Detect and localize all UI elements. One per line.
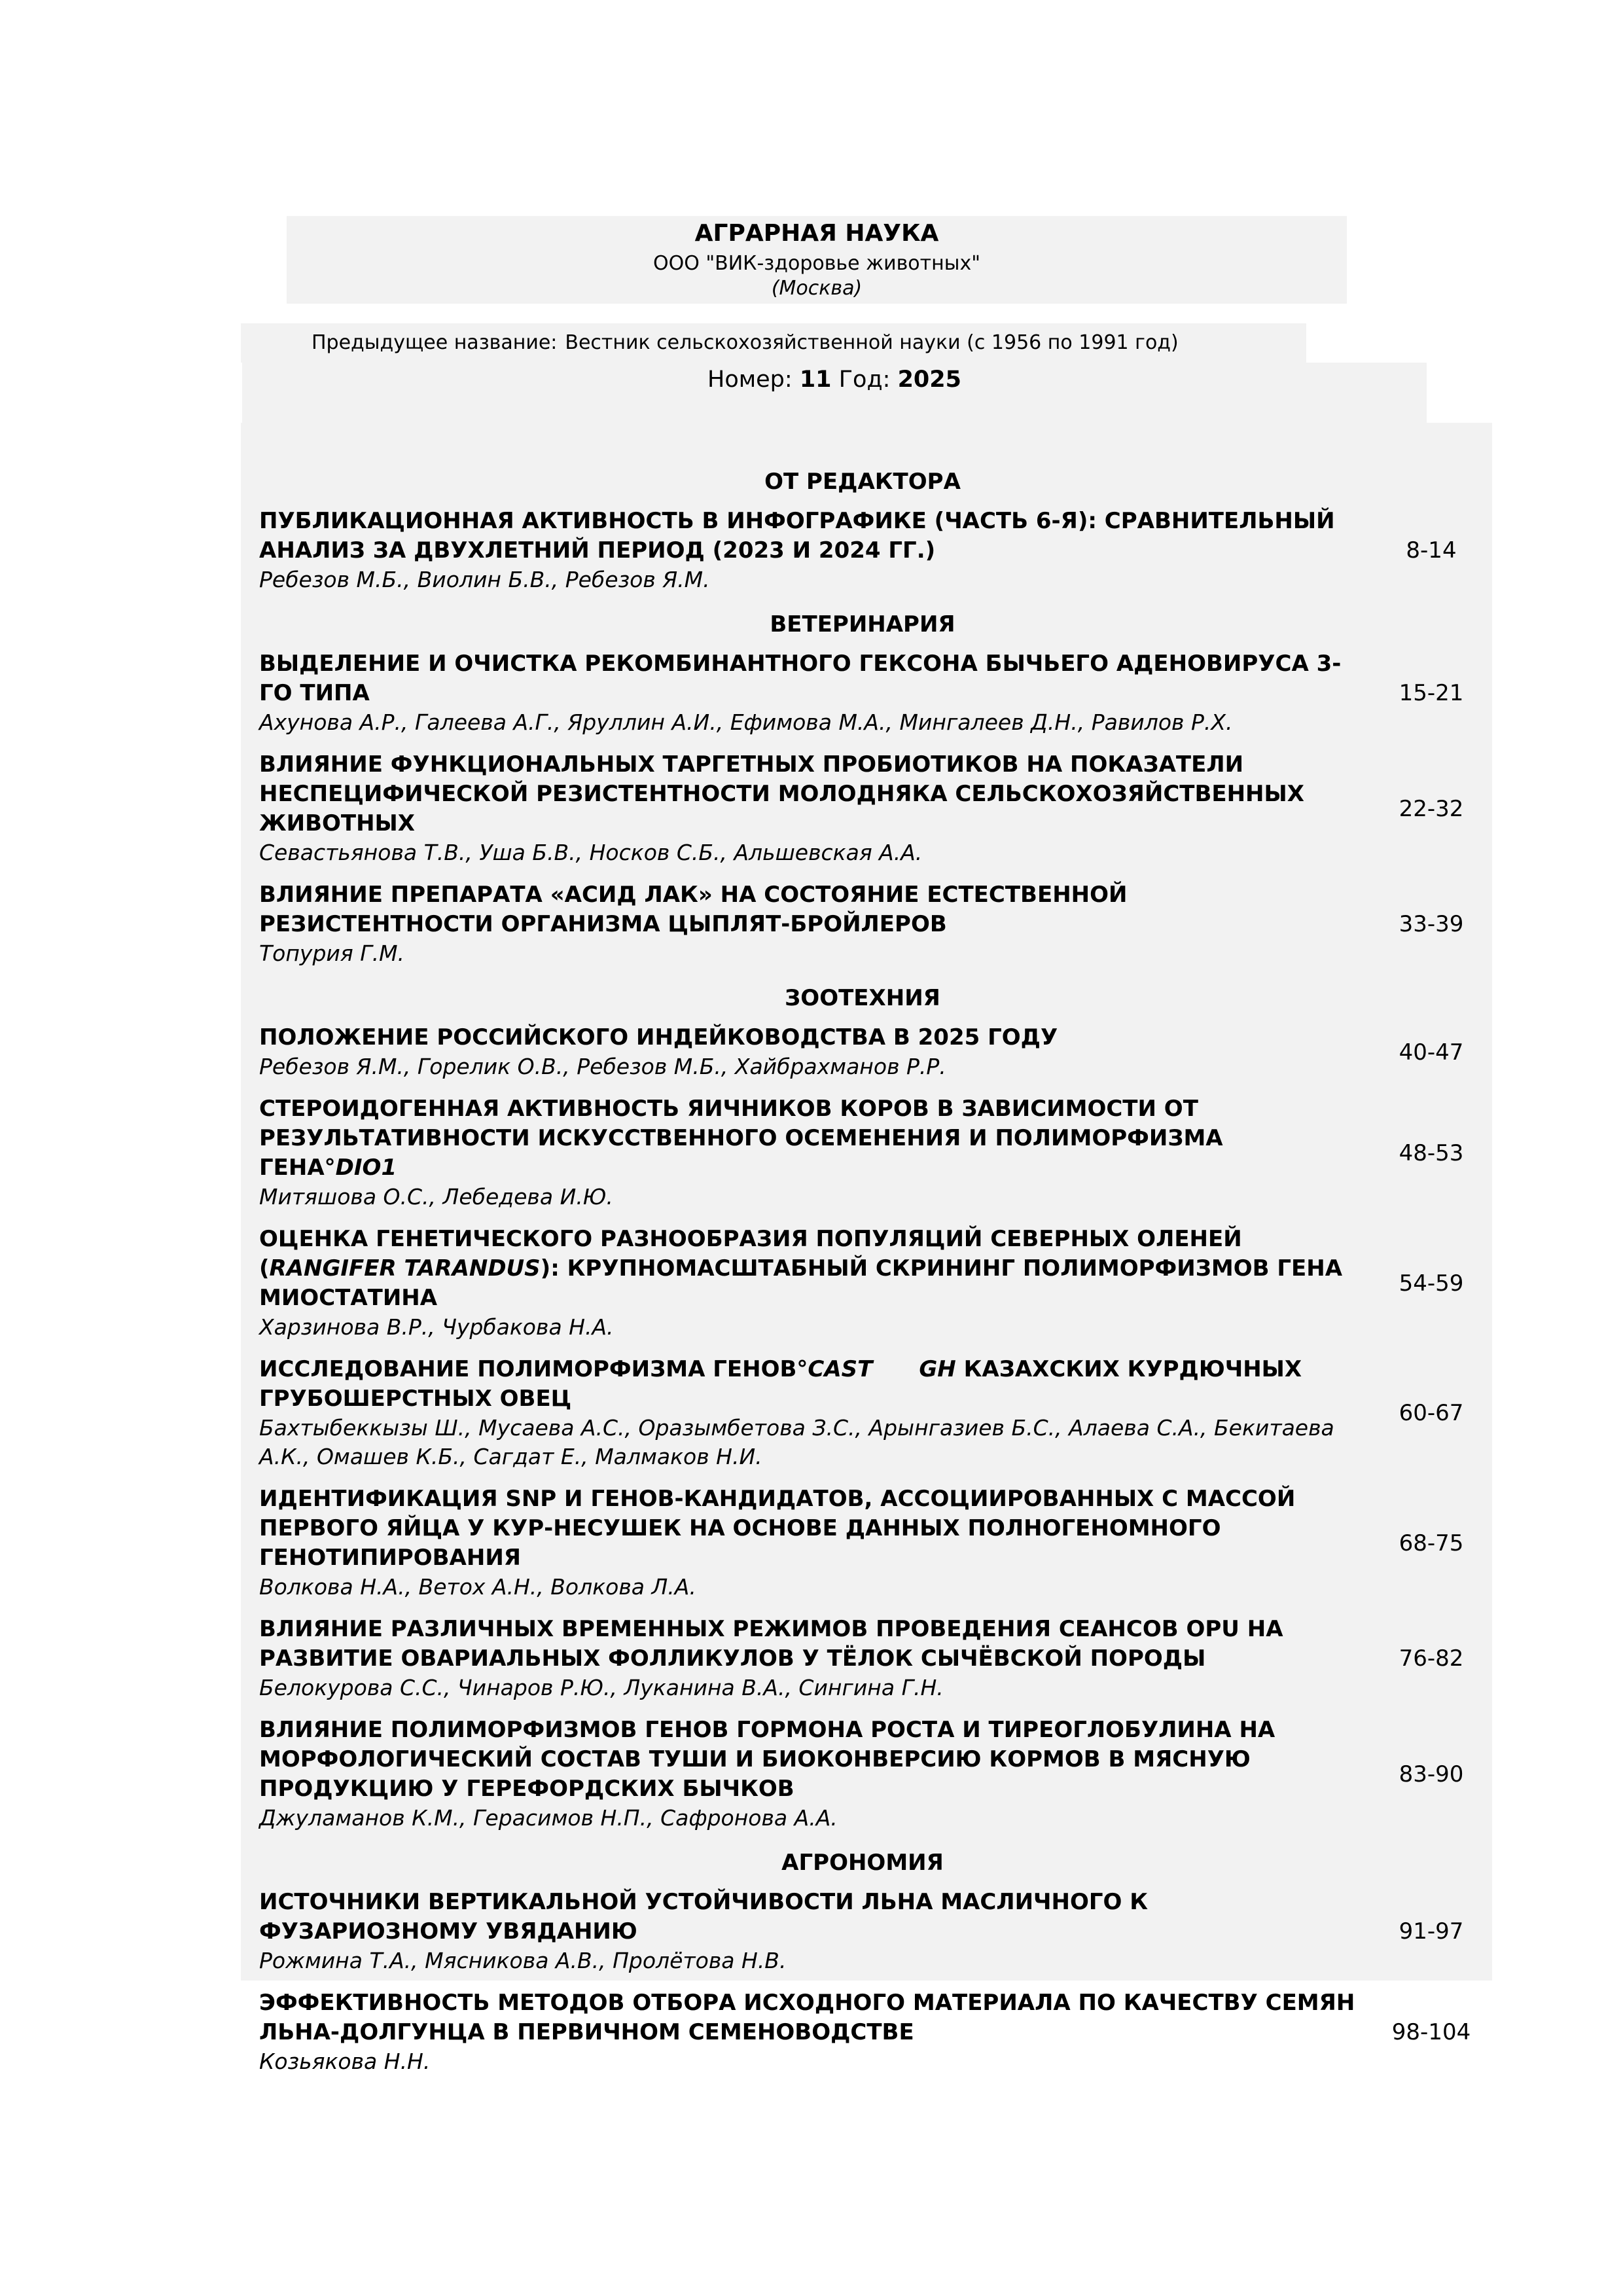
article-authors: Митяшова О.С., Лебедева И.Ю. (259, 1184, 613, 1210)
toc-entry-body (241, 1715, 1359, 1833)
article-title-italic: RANGIFER TARANDUS (269, 1255, 541, 1282)
article-title-italic: DIO1 (335, 1155, 397, 1181)
toc-entry (241, 1484, 1484, 1615)
toc-entry-body (241, 750, 1359, 867)
article-authors: Белокурова С.С., Чинаров Р.Ю., Луканина В.А., Сингина Г.Н. (259, 1675, 944, 1700)
toc-entry (241, 507, 1484, 607)
article-pages: 83-90 (1399, 1761, 1464, 1787)
article-pages: 40-47 (1399, 1039, 1464, 1066)
toc-entry-body (241, 1988, 1359, 2076)
article-pages: 48-53 (1399, 1139, 1464, 1166)
article-authors: Ребезов Я.М., Горелик О.В., Ребезов М.Б., Хайбрахманов Р.Р. (259, 1054, 946, 1079)
toc-entry-body (241, 1225, 1359, 1342)
article-title (259, 1225, 1359, 1313)
section-heading: ОТ РЕДАКТОРА (764, 469, 961, 495)
toc-entry (241, 1615, 1484, 1715)
toc-entry (241, 1225, 1484, 1355)
toc-entry-body (241, 1094, 1359, 1211)
issue-number: 11 (799, 367, 832, 393)
article-authors: Топурия Г.М. (259, 941, 405, 966)
article-authors: Ахунова А.Р., Галеева А.Г., Яруллин А.И., Ефимова М.А., Мингалеев Д.Н., Равилов Р.Х. (259, 709, 1233, 735)
article-title (259, 1355, 1359, 1414)
previous-name (312, 331, 1179, 354)
article-pages: 98-104 (1391, 2019, 1471, 2045)
article-title-part: КАЗАХСКИХ КУРДЮЧНЫХ ГРУБОШЕРСТНЫХ ОВЕЦ (259, 1356, 1302, 1412)
article-title-part: ИССЛЕДОВАНИЕ ПОЛИМОРФИЗМА ГЕНОВ° (259, 1356, 808, 1382)
previous-name-label: Предыдущее название: (312, 331, 558, 354)
article-pages: 68-75 (1399, 1530, 1464, 1556)
article-title: ВЛИЯНИЕ ФУНКЦИОНАЛЬНЫХ ТАРГЕТНЫХ ПРОБИОТИКОВ НА ПОКАЗАТЕЛИ НЕСПЕЦИФИЧЕСКОЙ РЕЗИСТЕНТНОСТИ МОЛОДНЯКА СЕЛЬСКОХОЗЯЙСТВЕННЫХ ЖИВОТНЫХ (259, 751, 1304, 836)
toc-entry (241, 649, 1484, 750)
toc-entry-body (241, 1484, 1359, 1602)
issue-line (242, 367, 1427, 393)
article-title: ПУБЛИКАЦИОННАЯ АКТИВНОСТЬ В ИНФОГРАФИКЕ (ЧАСТЬ 6-Я): СРАВНИТЕЛЬНЫЙ АНАЛИЗ ЗА ДВУХЛЕТНИЙ ПЕРИОД (2023 И 2024 ГГ.) (259, 508, 1335, 564)
article-pages: 60-67 (1399, 1400, 1464, 1426)
article-authors: Ребезов М.Б., Виолин Б.В., Ребезов Я.М. (259, 567, 710, 592)
article-authors: Козьякова Н.Н. (259, 2049, 431, 2074)
toc-entry-body (241, 649, 1359, 737)
article-title-part: ОЦЕНКА ГЕНЕТИЧЕСКОГО РАЗНООБРАЗИЯ ПОПУЛЯЦИЙ СЕВЕРНЫХ ОЛЕНЕЙ ( (259, 1226, 1242, 1282)
article-title: ВЛИЯНИЕ ПОЛИМОРФИЗМОВ ГЕНОВ ГОРМОНА РОСТА И ТИРЕОГЛОБУЛИНА НА МОРФОЛОГИЧЕСКИЙ СОСТАВ ТУШИ И БИОКОНВЕРСИЮ КОРМОВ В МЯСНУЮ ПРОДУКЦИЮ У ГЕРЕФОРДСКИХ БЫЧКОВ (259, 1717, 1275, 1802)
article-title (259, 1094, 1359, 1183)
article-pages: 76-82 (1399, 1645, 1464, 1672)
article-title-part: СТЕРОИДОГЕННАЯ АКТИВНОСТЬ ЯИЧНИКОВ КОРОВ В ЗАВИСИМОСТИ ОТ РЕЗУЛЬТАТИВНОСТИ ИСКУССТВЕННОГО ОСЕМЕНЕНИЯ И ПОЛИМОРФИЗМА ГЕНА° (259, 1096, 1223, 1181)
article-authors: Джуламанов К.М., Герасимов Н.П., Сафронова А.А. (259, 1805, 838, 1831)
article-title: ВЛИЯНИЕ ПРЕПАРАТА «АСИД ЛАК» НА СОСТОЯНИЕ ЕСТЕСТВЕННОЙ РЕЗИСТЕНТНОСТИ ОРГАНИЗМА ЦЫПЛЯТ-БРОЙЛЕРОВ (259, 882, 1128, 937)
previous-name-value: Вестник сельскохозяйственной науки (с 1956 по 1991 год) (565, 331, 1179, 354)
toc-entry (241, 1988, 1484, 2089)
table-of-contents (241, 465, 1484, 2089)
article-title: ВЛИЯНИЕ РАЗЛИЧНЫХ ВРЕМЕННЫХ РЕЖИМОВ ПРОВЕДЕНИЯ СЕАНСОВ OPU НА РАЗВИТИЕ ОВАРИАЛЬНЫХ ФОЛЛИКУЛОВ У ТЁЛОК СЫЧЁВСКОЙ ПОРОДЫ (259, 1616, 1283, 1672)
article-authors: Харзинова В.Р., Чурбакова Н.А. (259, 1314, 614, 1340)
publisher-city: (Москва) (771, 277, 863, 300)
journal-title: АГРАРНАЯ НАУКА (694, 220, 939, 247)
toc-entry-body (241, 1355, 1359, 1471)
section-heading: ВЕТЕРИНАРИЯ (770, 611, 955, 637)
article-authors: Бахтыбеккызы Ш., Мусаева А.С., Оразымбетова З.С., Арынгазиев Б.С., Алаева С.А., Бекитаева А.К., Омашев К.Б., Сагдат Е., Малмаков Н.И. (259, 1415, 1334, 1469)
article-pages: 91-97 (1399, 1918, 1464, 1945)
article-pages: 33-39 (1399, 911, 1464, 937)
article-pages: 22-32 (1399, 795, 1464, 822)
toc-entry-body (241, 1615, 1359, 1702)
article-title: ПОЛОЖЕНИЕ РОССИЙСКОГО ИНДЕЙКОВОДСТВА В 2025 ГОДУ (259, 1024, 1058, 1050)
article-pages: 54-59 (1399, 1270, 1464, 1297)
toc-entry-body (241, 1023, 1359, 1081)
toc-entry (241, 1023, 1484, 1094)
issue-label: Номер: (707, 367, 793, 393)
section-heading: ЗООТЕХНИЯ (785, 985, 940, 1011)
article-title: ИСТОЧНИКИ ВЕРТИКАЛЬНОЙ УСТОЙЧИВОСТИ ЛЬНА МАСЛИЧНОГО К ФУЗАРИОЗНОМУ УВЯДАНИЮ (259, 1889, 1149, 1945)
article-title: ВЫДЕЛЕНИЕ И ОЧИСТКА РЕКОМБИНАНТНОГО ГЕКСОНА БЫЧЬЕГО АДЕНОВИРУСА 3-ГО ТИПА (259, 651, 1342, 706)
year-label: Год: (838, 367, 891, 393)
article-pages: 8-14 (1406, 537, 1457, 564)
article-title: ИДЕНТИФИКАЦИЯ SNP И ГЕНОВ-КАНДИДАТОВ, АССОЦИИРОВАННЫХ С МАССОЙ ПЕРВОГО ЯЙЦА У КУР-НЕСУШЕК НА ОСНОВЕ ДАННЫХ ПОЛНОГЕНОМНОГО ГЕНОТИПИРОВАНИЯ (259, 1486, 1296, 1571)
article-authors: Волкова Н.А., Ветох А.Н., Волкова Л.А. (259, 1574, 696, 1600)
article-pages: 15-21 (1399, 680, 1464, 706)
toc-entry (241, 1888, 1484, 1988)
article-authors: Рожмина Т.А., Мясникова А.В., Пролётова Н.В. (259, 1948, 787, 1973)
article-title: ЭФФЕКТИВНОСТЬ МЕТОДОВ ОТБОРА ИСХОДНОГО МАТЕРИАЛА ПО КАЧЕСТВУ СЕМЯН ЛЬНА-ДОЛГУНЦА В ПЕРВИЧНОМ СЕМЕНОВОДСТВЕ (259, 1990, 1355, 2045)
publisher: ООО "ВИК-здоровье животных" (652, 252, 980, 275)
issue-year: 2025 (897, 367, 961, 393)
article-title-italic: CAST GH (808, 1356, 956, 1382)
toc-entry (241, 1355, 1484, 1484)
toc-entry-body (241, 880, 1359, 968)
toc-entry (241, 1715, 1484, 1846)
article-title-part: ): КРУПНОМАСШТАБНЫЙ СКРИНИНГ ПОЛИМОРФИЗМОВ ГЕНА МИОСТАТИНА (259, 1255, 1343, 1311)
toc-entry-body (241, 1888, 1359, 1975)
toc-entry (241, 750, 1484, 880)
toc-entry (241, 1094, 1484, 1225)
section-heading: АГРОНОМИЯ (781, 1850, 944, 1876)
toc-entry (241, 880, 1484, 981)
article-authors: Севастьянова Т.В., Уша Б.В., Носков С.Б., Альшевская А.А. (259, 840, 923, 865)
toc-entry-body (241, 507, 1359, 594)
